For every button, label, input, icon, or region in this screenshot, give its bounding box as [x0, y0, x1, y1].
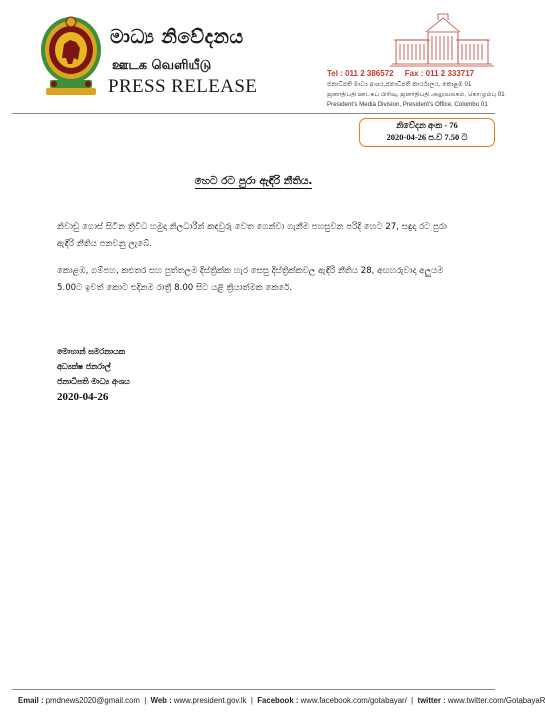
tel-label: Tel	[327, 69, 338, 78]
signature-name: මොහාන් සමරනායක	[57, 347, 125, 356]
address-tamil: ஜனாதிபதி ஊடகப் பிரிவு, ஜனாதிபதி அலுவலகம், கொழும்பு 01	[327, 91, 505, 98]
twitter-link[interactable]: www.twitter.com/GotabayaR	[447, 696, 545, 705]
sri-lanka-emblem-icon	[38, 14, 104, 98]
fax-value: : 011 2 333717	[420, 69, 475, 78]
footer-contacts: Email : pmdnews2020@gmail.com | Web : www.president.gov.lk | Facebook : www.facebook.com/gotabayar/ | twitter : www.twitter.com/GotabayaR	[18, 696, 545, 705]
address-english: President's Media Division, President's Office, Colombo 01	[327, 101, 488, 108]
title-tamil: ஊடக வெளியீடு	[112, 58, 212, 73]
signature-date: 2020-04-26	[57, 391, 109, 403]
email-label: Email :	[18, 696, 44, 705]
fax-label: Fax	[404, 69, 419, 78]
reference-datetime: 2020-04-26 ප.ව 7.50 ට	[386, 132, 468, 142]
signature-title: අධ්‍යක්ෂ ජනරාල්	[57, 362, 111, 371]
signature-office: ජනාධිපති මාධ්‍ය අංශය	[57, 377, 130, 386]
web-link[interactable]: www.president.gov.lk	[173, 696, 247, 705]
paragraph-2: කොළඹ, ගම්පහ, කළුතර සහ පුත්තලම දිස්ත්‍රික්ක හැර සෙසු දිස්ත්‍රික්කවල ඇඳිරි නීතිය 28, අඟහරුවාදා අලුයම 5.00ට ඉවත් කොට එදිනම රාත්‍රී 8.00 සිට යළි ක්‍රියාත්මක කෙරේ.	[57, 266, 444, 293]
address-sinhala: ජනාධිපති මාධ්‍ය අංශය,ජනාධිපති කාර්යාලය, කොළඹ 01	[327, 81, 472, 88]
reference-number: නිවේදන අංක - 76	[396, 120, 458, 130]
contact-line	[327, 69, 474, 78]
headline-text: හෙට රට පුරා ඇඳිරි නීතිය.	[194, 175, 313, 187]
header-divider	[12, 113, 495, 114]
facebook-label: Facebook :	[257, 696, 299, 705]
email-link[interactable]: pmdnews2020@gmail.com	[45, 696, 140, 705]
presidential-secretariat-building-icon	[388, 10, 496, 68]
footer-divider	[12, 689, 495, 690]
web-label: Web :	[150, 696, 172, 705]
title-english: PRESS RELEASE	[108, 76, 258, 97]
headline	[0, 175, 507, 188]
twitter-label: twitter :	[417, 696, 446, 705]
title-sinhala: මාධ්‍ය නිවේදනය	[110, 26, 244, 48]
reference-box	[359, 118, 495, 147]
paragraph-1: නිවාඩු ගොස් සිටින ත්‍රිවිධ හමුදා නිලධාරීන් කඳවුරු වෙත ගෙන්වා ගැනීම පහසුවන පරිදි හෙට 27, සඳුදා රට පුරා ඇඳිරි නීතිය පනවනු ලැබේ.	[57, 222, 447, 249]
tel-value: : 011 2 386572	[340, 69, 394, 78]
facebook-link[interactable]: www.facebook.com/gotabayar/	[300, 696, 407, 705]
